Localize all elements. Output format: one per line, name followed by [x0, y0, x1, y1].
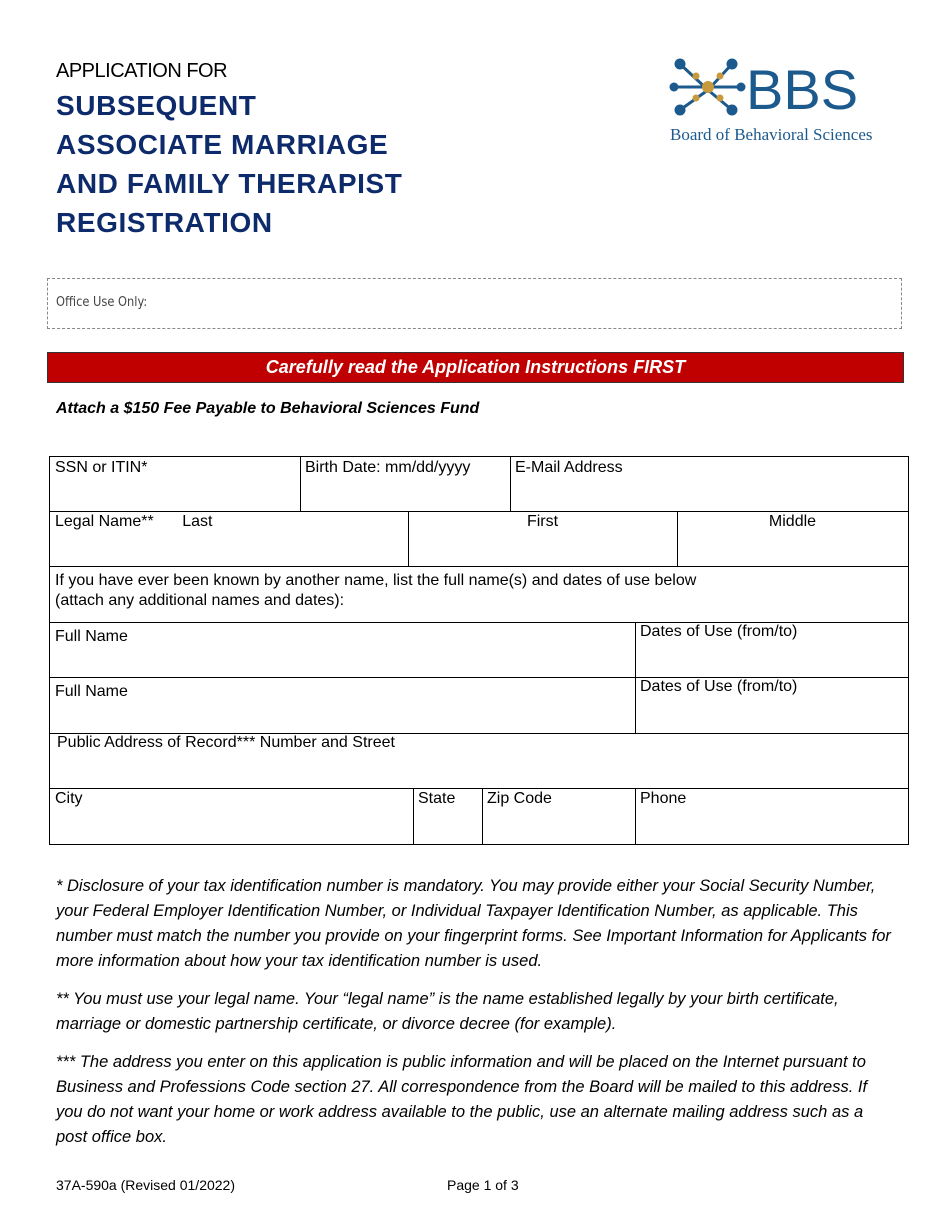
other-names-instructions [49, 566, 909, 623]
address-field[interactable] [49, 733, 909, 789]
address-label: Public Address of Record*** Number and Street [57, 734, 395, 751]
last-name-label: Last [182, 513, 213, 530]
title-line-4: REGISTRATION [56, 207, 273, 238]
birth-date-label: Birth Date: mm/dd/yyyy [305, 459, 471, 476]
bbs-logo-text: BBS [746, 58, 859, 121]
last-name-field[interactable] [49, 511, 409, 567]
state-field[interactable] [413, 788, 483, 845]
phone-field[interactable] [635, 788, 909, 845]
title-line-1: SUBSEQUENT [56, 90, 257, 121]
note-legal-name: ** You must use your legal name. Your “legal name” is the name established legally by your birth certificate, marriage or domestic partnership certificate, or divorce decree (for example). [56, 990, 839, 1033]
legal-name-label: Legal Name** [55, 513, 154, 530]
bbs-logo-subtitle: Board of Behavioral Sciences [670, 125, 873, 144]
dates-of-use-label-2: Dates of Use (from/to) [640, 678, 798, 695]
ssn-field[interactable] [49, 456, 301, 512]
full-name-field-2[interactable] [49, 677, 636, 734]
zip-code-label: Zip Code [487, 790, 552, 807]
state-label: State [418, 790, 456, 807]
title-line-2: ASSOCIATE MARRIAGE [56, 129, 389, 160]
full-name-field-1[interactable] [49, 622, 636, 678]
form-id: 37A-590a (Revised 01/2022) [56, 1177, 236, 1193]
email-field[interactable] [510, 456, 909, 512]
city-field[interactable] [49, 788, 414, 845]
phone-label: Phone [640, 790, 687, 807]
page-number: Page 1 of 3 [447, 1177, 519, 1193]
dates-of-use-field-2[interactable] [635, 677, 909, 734]
full-name-label-1: Full Name [55, 628, 128, 645]
other-names-line-2: (attach any additional names and dates): [55, 592, 345, 609]
office-use-box [47, 278, 902, 329]
city-label: City [55, 790, 83, 807]
birth-date-field[interactable] [300, 456, 511, 512]
other-names-line-1: If you have ever been known by another name, list the full name(s) and dates of use below [55, 572, 697, 589]
office-use-label: Office Use Only: [56, 295, 148, 310]
full-name-label-2: Full Name [55, 683, 128, 700]
ssn-label: SSN or ITIN* [55, 459, 148, 476]
first-name-label: First [526, 513, 559, 530]
zip-code-field[interactable] [482, 788, 636, 845]
middle-name-label: Middle [768, 513, 817, 530]
middle-name-field[interactable] [677, 511, 909, 567]
application-for-label: APPLICATION FOR [56, 60, 228, 82]
note-public-address: *** The address you enter on this application is public information and will be placed on the Internet pursuant to Business and Professions Code section 27. All correspondence from the Board will be mailed to this address. If you do not want your home or work address available to the public, use an alternate mailing address such as a post office box. [56, 1053, 868, 1146]
note-tax-id: * Disclosure of your tax identification number is mandatory. You may provide either your Social Security Number, your Federal Employer Identification Number, or Individual Taxpayer Identification Number, as applicable. This number must match the number you provide on your fingerprint forms. See Important Information for Applicants for more information about how your tax identification number is used. [56, 877, 891, 970]
email-label: E-Mail Address [515, 459, 623, 476]
instructions-banner: Carefully read the Application Instructions FIRST [47, 352, 904, 383]
dates-of-use-field-1[interactable] [635, 622, 909, 678]
dates-of-use-label-1: Dates of Use (from/to) [640, 623, 798, 640]
title-line-3: AND FAMILY THERAPIST [56, 168, 403, 199]
first-name-field[interactable] [408, 511, 678, 567]
bbs-logo [668, 54, 908, 150]
fee-line: Attach a $150 Fee Payable to Behavioral Sciences Fund [56, 400, 480, 417]
bbs-molecule-icon [668, 54, 908, 150]
